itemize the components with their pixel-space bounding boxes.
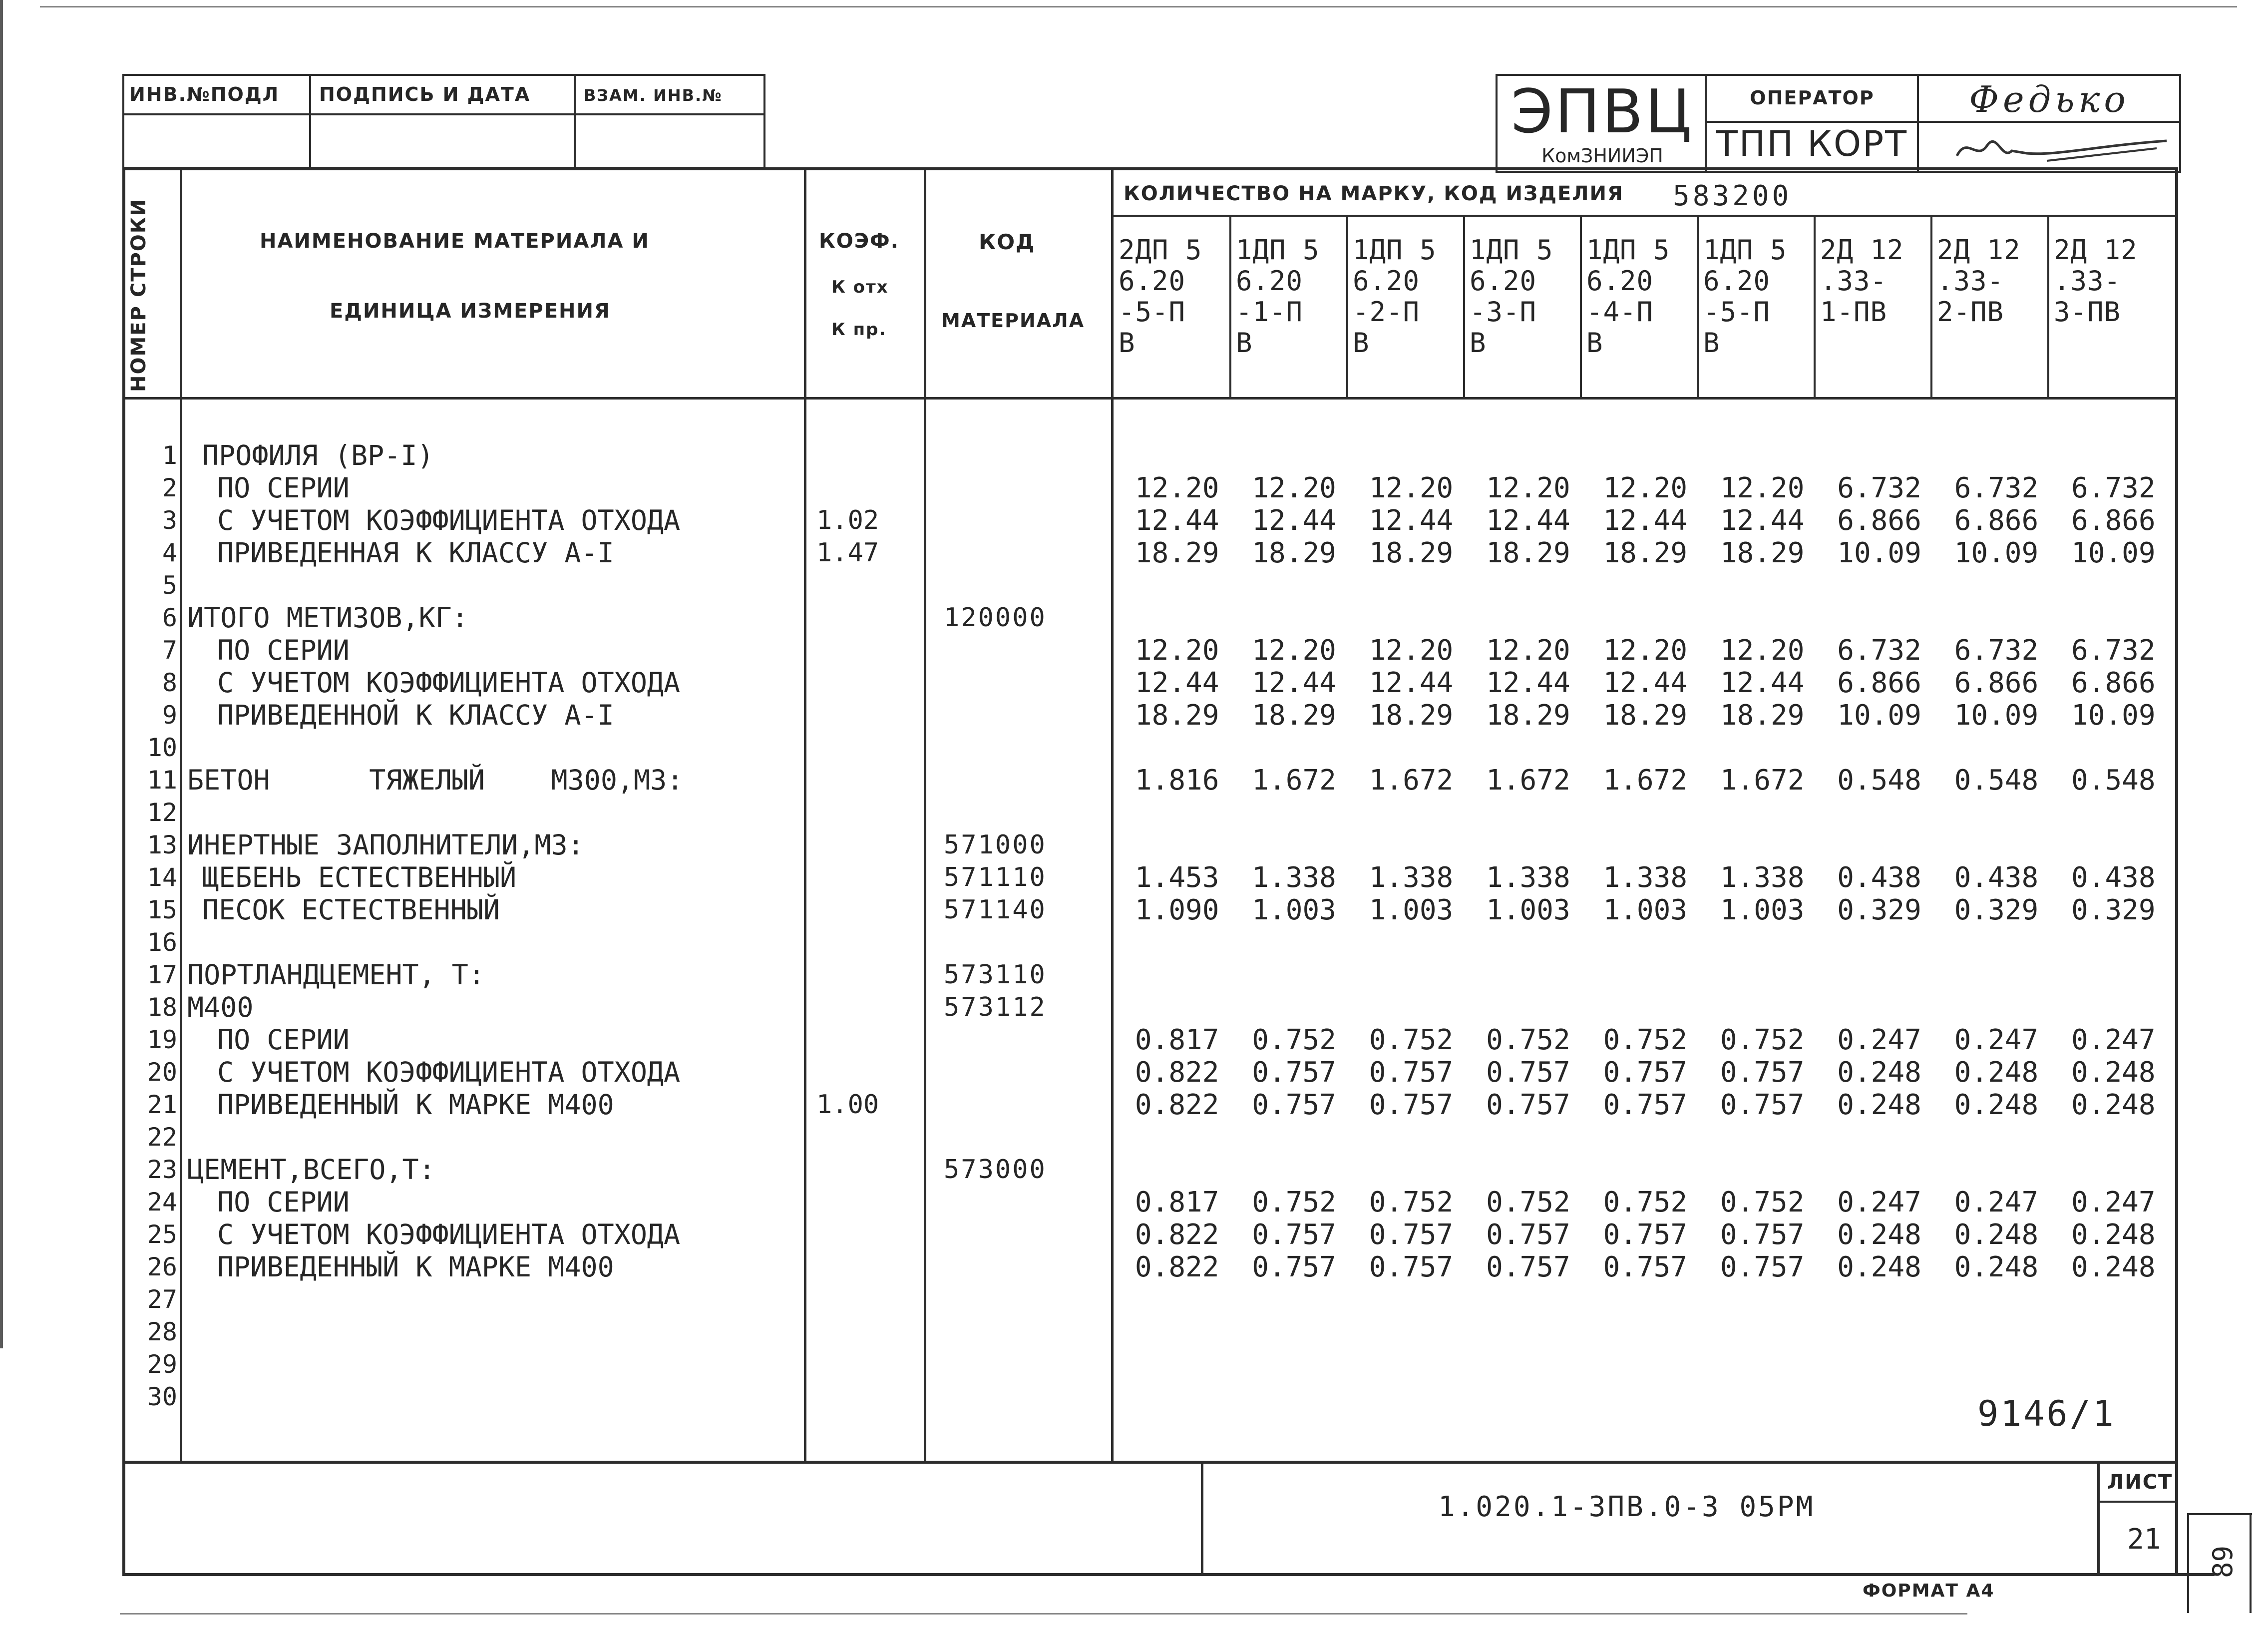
row-material-name: ЦЕМЕНТ,ВСЕГО,Т: (187, 1154, 435, 1186)
row-value-cell: 0.247 (1954, 1186, 2039, 1219)
row-value-cell: 0.248 (2071, 1219, 2156, 1251)
footer-rule (2097, 1501, 2177, 1503)
row-value-cell: 0.248 (1837, 1219, 1921, 1251)
row-value-cell: 12.20 (1603, 472, 1688, 504)
row-coefficient: 1.47 (816, 538, 879, 568)
row-material-code: 573000 (944, 1155, 1047, 1185)
row-value-cell: 1.338 (1720, 861, 1805, 894)
row-material-code: 571140 (944, 895, 1047, 925)
org-name: ЭПВЦ (1511, 77, 1694, 147)
row-value-cell: 1.672 (1720, 764, 1805, 797)
row-value-cell: 10.09 (1954, 537, 2039, 569)
row-value-cell: 12.20 (1369, 634, 1454, 667)
row-value-cell: 12.44 (1252, 667, 1336, 699)
row-number: 10 (147, 733, 177, 762)
row-value-cell: 0.248 (1954, 1251, 2039, 1283)
row-number: 16 (147, 928, 177, 957)
row-material-code: 571000 (944, 830, 1047, 860)
row-value-cell: 1.003 (1486, 894, 1570, 926)
row-material-name: М400 (187, 991, 254, 1023)
row-value-cell: 0.248 (1837, 1056, 1921, 1089)
row-coefficient: 1.02 (816, 505, 879, 535)
row-value-cell: 12.20 (1369, 472, 1454, 504)
row-value-cell: 0.757 (1603, 1056, 1688, 1089)
row-value-cell: 0.757 (1486, 1251, 1570, 1283)
row-number: 8 (162, 668, 177, 697)
row-material-code: 573110 (944, 960, 1047, 990)
product-col-7: 2Д 12 .33- 1-ПВ (1820, 234, 1904, 328)
row-value-cell: 10.09 (1837, 699, 1921, 732)
row-value-cell: 0.757 (1369, 1056, 1454, 1089)
row-value-cell: 0.248 (1954, 1219, 2039, 1251)
row-value-cell: 1.003 (1720, 894, 1805, 926)
row-value-cell: 0.757 (1720, 1089, 1805, 1121)
row-material-name: ИНЕРТНЫЕ ЗАПОЛНИТЕЛИ,М3: (187, 829, 584, 861)
row-value-cell: 0.248 (1837, 1251, 1921, 1283)
row-value-cell: 12.20 (1134, 634, 1219, 667)
sheet-label: ЛИСТ (2107, 1471, 2173, 1494)
row-value-cell: 18.29 (1603, 699, 1688, 732)
left-margin-line (0, 0, 3, 1348)
header-code-1: КОД (979, 230, 1036, 254)
row-value-cell: 0.548 (1837, 764, 1921, 797)
row-value-cell: 0.757 (1486, 1089, 1570, 1121)
row-value-cell: 0.247 (1954, 1024, 2039, 1056)
dept-name: ТПП КОРТ (1716, 123, 1908, 164)
row-value-cell: 6.732 (1954, 634, 2039, 667)
row-values (1119, 1056, 2172, 1089)
header-coef-2: К отх (831, 277, 889, 297)
header-code-2: МАТЕРИАЛА (941, 310, 1085, 332)
row-value-cell: 0.248 (2071, 1089, 2156, 1121)
doc-code: 1.020.1-3ПВ.0-3 05РМ (1438, 1491, 1815, 1523)
row-value-cell: 12.20 (1252, 634, 1336, 667)
row-values (1119, 504, 2172, 537)
row-value-cell: 0.548 (2071, 764, 2156, 797)
row-value-cell: 12.44 (1134, 667, 1219, 699)
row-material-name: ПО СЕРИИ (217, 472, 350, 504)
org-sub: КомЗНИИЭП (1541, 145, 1663, 167)
row-value-cell: 0.822 (1134, 1251, 1219, 1283)
row-value-cell: 18.29 (1603, 537, 1688, 569)
row-number: 19 (147, 1025, 177, 1054)
frame-footer-bottom (122, 1573, 2215, 1576)
row-value-cell: 0.752 (1720, 1024, 1805, 1056)
table-body (122, 0, 2177, 1498)
row-value-cell: 6.866 (1954, 667, 2039, 699)
row-number: 13 (147, 830, 177, 859)
row-value-cell: 1.672 (1603, 764, 1688, 797)
row-values (1119, 1219, 2172, 1251)
row-value-cell: 0.438 (1837, 861, 1921, 894)
row-value-cell: 1.090 (1134, 894, 1219, 926)
row-material-code: 573112 (944, 992, 1047, 1022)
header-coef-3: К пр. (831, 320, 887, 340)
header-qty: КОЛИЧЕСТВО НА МАРКУ, КОД ИЗДЕЛИЯ (1124, 182, 1624, 205)
row-value-cell: 1.338 (1603, 861, 1688, 894)
row-value-cell: 6.732 (2071, 472, 2156, 504)
row-value-cell: 0.757 (1603, 1089, 1688, 1121)
row-value-cell: 1.003 (1252, 894, 1336, 926)
row-value-cell: 18.29 (1252, 537, 1336, 569)
row-value-cell: 0.752 (1369, 1186, 1454, 1219)
row-number: 28 (147, 1317, 177, 1346)
row-values (1119, 1089, 2172, 1121)
stamp-vzam-label: ВЗАМ. ИНВ.№ (584, 86, 723, 105)
row-value-cell: 0.247 (2071, 1024, 2156, 1056)
row-value-cell: 0.757 (1720, 1056, 1805, 1089)
row-value-cell: 1.672 (1252, 764, 1336, 797)
row-value-cell: 18.29 (1369, 537, 1454, 569)
row-value-cell: 0.548 (1954, 764, 2039, 797)
row-value-cell: 0.247 (1837, 1024, 1921, 1056)
row-values (1119, 894, 2172, 926)
row-material-name: ЩЕБЕНЬ ЕСТЕСТВЕННЫЙ (202, 861, 517, 893)
row-value-cell: 0.757 (1252, 1056, 1336, 1089)
row-value-cell: 6.732 (1954, 472, 2039, 504)
row-value-cell: 6.866 (1954, 504, 2039, 537)
row-value-cell: 0.757 (1603, 1219, 1688, 1251)
side-box-left (2187, 1513, 2189, 1613)
row-value-cell: 12.20 (1603, 634, 1688, 667)
side-box-right (2250, 1513, 2252, 1613)
row-number: 11 (147, 766, 177, 795)
row-value-cell: 0.752 (1252, 1186, 1336, 1219)
row-number: 26 (147, 1252, 177, 1281)
row-number: 29 (147, 1350, 177, 1379)
row-value-cell: 12.20 (1720, 634, 1805, 667)
side-number: 89 (2207, 1545, 2239, 1578)
row-material-name: ИТОГО МЕТИЗОВ,КГ: (187, 602, 468, 634)
row-value-cell: 1.338 (1252, 861, 1336, 894)
row-value-cell: 0.752 (1603, 1186, 1688, 1219)
row-number: 7 (162, 636, 177, 665)
row-material-name: БЕТОН ТЯЖЕЛЫЙ М300,М3: (187, 764, 684, 796)
row-value-cell: 18.29 (1134, 537, 1219, 569)
product-col-9: 2Д 12 .33- 3-ПВ (2054, 234, 2138, 328)
row-value-cell: 0.247 (2071, 1186, 2156, 1219)
row-value-cell: 0.329 (1954, 894, 2039, 926)
row-value-cell: 0.248 (1954, 1056, 2039, 1089)
row-value-cell: 12.20 (1252, 472, 1336, 504)
row-material-name: ПРОФИЛЯ (ВР-I) (202, 439, 434, 471)
row-material-name: С УЧЕТОМ КОЭФФИЦИЕНТА ОТХОДА (217, 1056, 681, 1088)
footer-sep (2097, 1461, 2100, 1575)
row-value-cell: 12.44 (1369, 504, 1454, 537)
row-value-cell: 0.438 (1954, 861, 2039, 894)
operator-label: ОПЕРАТОР (1750, 87, 1875, 109)
row-number: 3 (162, 506, 177, 535)
row-material-name: ПЕСОК ЕСТЕСТВЕННЫЙ (202, 894, 500, 926)
row-material-name: ПОРТЛАНДЦЕМЕНТ, Т: (187, 959, 485, 991)
row-value-cell: 6.866 (2071, 667, 2156, 699)
row-number: 18 (147, 993, 177, 1022)
row-material-name: ПРИВЕДЕННАЯ К КЛАССУ А-I (217, 537, 614, 569)
row-value-cell: 0.247 (1837, 1186, 1921, 1219)
product-col-6: 1ДП 5 6.20 -5-П В (1703, 234, 1787, 359)
row-value-cell: 0.752 (1720, 1186, 1805, 1219)
bottom-scan-line (120, 1613, 1967, 1615)
row-value-cell: 0.757 (1720, 1219, 1805, 1251)
row-number: 2 (162, 473, 177, 502)
product-col-2: 1ДП 5 6.20 -1-П В (1236, 234, 1320, 359)
row-value-cell: 1.816 (1134, 764, 1219, 797)
row-coefficient: 1.00 (816, 1090, 879, 1120)
row-value-cell: 0.752 (1369, 1024, 1454, 1056)
sheet-number: 21 (2127, 1523, 2161, 1556)
row-value-cell: 6.732 (1837, 472, 1921, 504)
row-value-cell: 0.757 (1720, 1251, 1805, 1283)
row-value-cell: 0.329 (2071, 894, 2156, 926)
stamp-sign-label: ПОДПИСЬ И ДАТА (319, 83, 531, 105)
row-material-code: 120000 (944, 603, 1047, 633)
row-number: 21 (147, 1090, 177, 1119)
row-value-cell: 12.44 (1603, 504, 1688, 537)
row-number: 1 (162, 441, 177, 470)
row-material-name: ПРИВЕДЕННЫЙ К МАРКЕ М400 (217, 1089, 614, 1121)
row-number: 20 (147, 1058, 177, 1087)
row-value-cell: 0.248 (1954, 1089, 2039, 1121)
row-number: 4 (162, 538, 177, 567)
stamp-inv-label: ИНВ.№ПОДЛ (129, 83, 280, 105)
doc-number: 9146/1 (1977, 1393, 2116, 1434)
row-number: 25 (147, 1220, 177, 1249)
row-number: 15 (147, 895, 177, 924)
row-value-cell: 0.822 (1134, 1219, 1219, 1251)
row-number: 14 (147, 863, 177, 892)
row-value-cell: 10.09 (2071, 699, 2156, 732)
row-value-cell: 18.29 (1486, 537, 1570, 569)
row-number: 5 (162, 571, 177, 600)
row-value-cell: 18.29 (1369, 699, 1454, 732)
row-values (1119, 1251, 2172, 1283)
product-col-3: 1ДП 5 6.20 -2-П В (1353, 234, 1437, 359)
row-value-cell: 18.29 (1134, 699, 1219, 732)
row-value-cell: 0.822 (1134, 1089, 1219, 1121)
row-value-cell: 12.44 (1486, 667, 1570, 699)
row-value-cell: 12.44 (1720, 667, 1805, 699)
row-material-name: ПО СЕРИИ (217, 1024, 350, 1056)
row-number: 22 (147, 1123, 177, 1152)
row-value-cell: 10.09 (1954, 699, 2039, 732)
row-value-cell: 1.672 (1369, 764, 1454, 797)
row-number: 9 (162, 701, 177, 730)
row-material-name: ПО СЕРИИ (217, 1186, 350, 1218)
row-value-cell: 0.757 (1369, 1219, 1454, 1251)
row-number: 12 (147, 798, 177, 827)
row-values (1119, 861, 2172, 894)
row-value-cell: 0.752 (1486, 1186, 1570, 1219)
row-value-cell: 0.757 (1369, 1251, 1454, 1283)
row-value-cell: 0.757 (1486, 1056, 1570, 1089)
row-value-cell: 12.44 (1486, 504, 1570, 537)
header-name-2: ЕДИНИЦА ИЗМЕРЕНИЯ (330, 300, 611, 323)
row-values (1119, 1024, 2172, 1056)
product-col-5: 1ДП 5 6.20 -4-П В (1586, 234, 1670, 359)
row-value-cell: 1.003 (1603, 894, 1688, 926)
row-value-cell: 1.003 (1369, 894, 1454, 926)
footer-sep (1201, 1461, 1203, 1575)
row-value-cell: 0.757 (1252, 1219, 1336, 1251)
row-value-cell: 0.757 (1486, 1219, 1570, 1251)
header-row-no: НОМЕР СТРОКИ (127, 198, 150, 392)
row-value-cell: 10.09 (1837, 537, 1921, 569)
row-material-name: ПРИВЕДЕННЫЙ К МАРКЕ М400 (217, 1251, 614, 1283)
row-values (1119, 667, 2172, 699)
row-values (1119, 537, 2172, 569)
row-value-cell: 1.338 (1369, 861, 1454, 894)
row-values (1119, 1186, 2172, 1219)
row-value-cell: 0.248 (2071, 1251, 2156, 1283)
row-value-cell: 12.44 (1369, 667, 1454, 699)
row-value-cell: 12.44 (1252, 504, 1336, 537)
row-material-name: С УЧЕТОМ КОЭФФИЦИЕНТА ОТХОДА (217, 1219, 681, 1250)
row-values (1119, 634, 2172, 667)
row-value-cell: 6.866 (2071, 504, 2156, 537)
row-number: 23 (147, 1155, 177, 1184)
row-values (1119, 764, 2172, 797)
header-name-1: НАИМЕНОВАНИЕ МАТЕРИАЛА И (260, 230, 650, 253)
row-material-name: ПО СЕРИИ (217, 634, 350, 666)
operator-name: Федько (1969, 78, 2130, 120)
product-col-8: 2Д 12 .33- 2-ПВ (1937, 234, 2021, 328)
row-material-name: ПРИВЕДЕННОЙ К КЛАССУ А-I (217, 699, 614, 731)
row-value-cell: 0.757 (1252, 1251, 1336, 1283)
row-value-cell: 0.757 (1603, 1251, 1688, 1283)
row-value-cell: 12.20 (1720, 472, 1805, 504)
row-value-cell: 0.248 (2071, 1056, 2156, 1089)
row-number: 27 (147, 1285, 177, 1314)
row-value-cell: 18.29 (1720, 699, 1805, 732)
row-number: 24 (147, 1188, 177, 1217)
row-value-cell: 0.438 (2071, 861, 2156, 894)
row-value-cell: 1.338 (1486, 861, 1570, 894)
row-value-cell: 0.752 (1252, 1024, 1336, 1056)
row-value-cell: 18.29 (1486, 699, 1570, 732)
row-value-cell: 0.822 (1134, 1056, 1219, 1089)
row-value-cell: 18.29 (1720, 537, 1805, 569)
row-value-cell: 12.20 (1486, 472, 1570, 504)
row-value-cell: 0.329 (1837, 894, 1921, 926)
row-value-cell: 6.732 (1837, 634, 1921, 667)
format-label: ФОРМАТ А4 (1863, 1581, 1995, 1601)
row-value-cell: 0.757 (1369, 1089, 1454, 1121)
row-material-name: С УЧЕТОМ КОЭФФИЦИЕНТА ОТХОДА (217, 504, 681, 536)
row-values (1119, 699, 2172, 732)
side-box-top (2187, 1513, 2252, 1515)
row-value-cell: 18.29 (1252, 699, 1336, 732)
row-value-cell: 10.09 (2071, 537, 2156, 569)
row-value-cell: 12.20 (1134, 472, 1219, 504)
product-col-1: 2ДП 5 6.20 -5-П В (1119, 234, 1202, 359)
row-number: 6 (162, 603, 177, 632)
row-number: 30 (147, 1382, 177, 1411)
row-value-cell: 1.672 (1486, 764, 1570, 797)
row-value-cell: 6.732 (2071, 634, 2156, 667)
row-value-cell: 12.44 (1720, 504, 1805, 537)
header-coef-1: КОЭФ. (819, 230, 899, 253)
row-value-cell: 0.752 (1486, 1024, 1570, 1056)
product-col-4: 1ДП 5 6.20 -3-П В (1470, 234, 1553, 359)
row-values (1119, 472, 2172, 504)
row-value-cell: 0.757 (1252, 1089, 1336, 1121)
row-number: 17 (147, 960, 177, 989)
row-material-name: С УЧЕТОМ КОЭФФИЦИЕНТА ОТХОДА (217, 667, 681, 699)
row-value-cell: 6.866 (1837, 667, 1921, 699)
row-value-cell: 12.20 (1486, 634, 1570, 667)
row-value-cell: 0.752 (1603, 1024, 1688, 1056)
product-code: 583200 (1673, 180, 1792, 212)
row-value-cell: 6.866 (1837, 504, 1921, 537)
row-value-cell: 0.817 (1134, 1024, 1219, 1056)
row-value-cell: 1.453 (1134, 861, 1219, 894)
row-material-code: 571110 (944, 862, 1047, 892)
row-value-cell: 12.44 (1603, 667, 1688, 699)
row-value-cell: 0.817 (1134, 1186, 1219, 1219)
row-value-cell: 12.44 (1134, 504, 1219, 537)
row-value-cell: 0.248 (1837, 1089, 1921, 1121)
